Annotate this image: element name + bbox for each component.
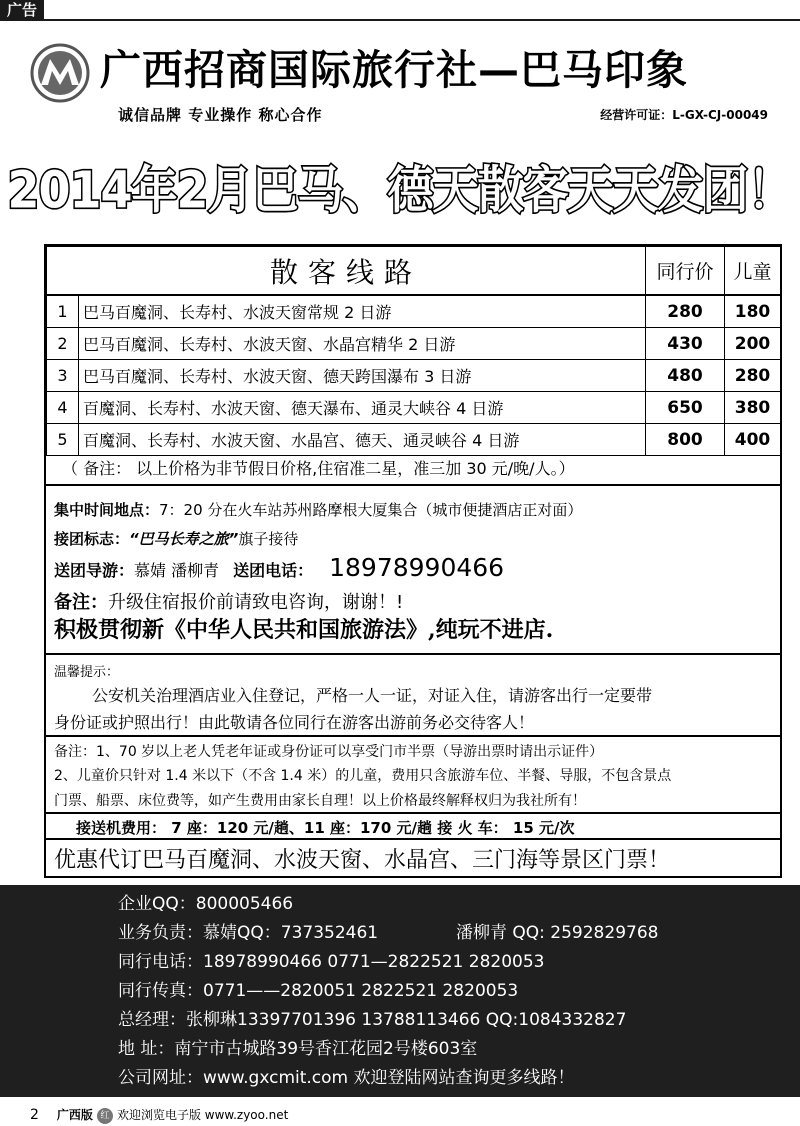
route-child-price: 280 xyxy=(725,360,781,392)
sign-label: 接团标志： xyxy=(54,530,130,548)
company-logo-icon xyxy=(30,43,90,103)
footer-business-2: 潘柳青 QQ: 2592829768 xyxy=(456,923,659,943)
remark-line-1: 备注：1、70 岁以上老人凭老年证或身份证可以享受门市半票（导游出票时请出示证件） xyxy=(54,744,604,760)
routes-header-title: 散客线路 xyxy=(47,247,646,296)
meeting-label: 集中时间地点： xyxy=(54,501,160,519)
sign-info xyxy=(54,528,298,549)
contact-footer xyxy=(0,885,800,1097)
footer-manager: 总经理：张柳琳13397701396 13788113466 QQ:1084332827 xyxy=(118,1010,627,1030)
route-number: 1 xyxy=(47,295,79,328)
sign-name: “巴马长寿之旅” xyxy=(129,530,239,548)
magazine-logo-icon: 红 xyxy=(97,1108,113,1124)
table-row xyxy=(47,360,781,392)
routes-header-row xyxy=(47,247,781,296)
price-note: （ 备注： 以上价格为非节假日价格,住宿准二星，准三加 30 元/晚/人。） xyxy=(62,459,575,478)
remark-line-3: 门票、船票、床位费等，如产生费用由家长自理！以上价格最终解释权归为我社所有！ xyxy=(54,793,586,809)
footer-tel: 同行电话：18978990466 0771—2822521 2820053 xyxy=(118,952,545,972)
tips-line-2: 身份证或护照出行！由此敬请各位同行在游客出游前务必交待客人！ xyxy=(54,713,535,732)
footer-fax: 同行传真：0771——2820051 2822521 2820053 xyxy=(118,981,519,1001)
tips-line-1: 公安机关治理酒店业入住登记，严格一人一证，对证入住，请游客出行一定要带 xyxy=(92,686,653,705)
route-name: 百魔洞、长寿村、水波天窗、德天瀑布、通灵大峡谷 4 日游 xyxy=(79,392,646,424)
guide-phone-label: 送团电话： xyxy=(233,561,314,580)
top-rule xyxy=(0,19,800,21)
divider xyxy=(46,838,780,840)
routes-table xyxy=(46,246,781,456)
guide-names: 慕婧 潘柳青 xyxy=(134,561,220,580)
divider xyxy=(46,812,780,814)
upgrade-note-label: 备注： xyxy=(54,592,108,613)
tips-label: 温馨提示： xyxy=(54,665,120,680)
table-row xyxy=(47,424,781,456)
route-price: 430 xyxy=(646,328,725,360)
bottom-slogan: 优惠代订巴马百魔洞、水波天窗、水晶宫、三门海等景区门票！ xyxy=(54,848,671,873)
company-name: 广西招商国际旅行社—巴马印象 xyxy=(100,46,688,94)
remark-line-2: 2、儿童价只针对 1.4 米以下（不含 1.4 米）的儿童，费用只含旅游车位、半餐、导服，不包含景点 xyxy=(54,768,672,784)
footer-business: 业务负责：慕婧QQ：737352461 xyxy=(118,923,379,943)
footer-address: 地 址：南宁市古城路39号香江花园2号楼603室 xyxy=(118,1039,478,1059)
footer-qq: 企业QQ：800005466 xyxy=(118,894,294,914)
route-price: 280 xyxy=(646,295,725,328)
route-name: 巴马百魔洞、长寿村、水波天窗常规 2 日游 xyxy=(79,295,646,328)
route-name: 巴马百魔洞、长寿村、水波天窗、德天跨国瀑布 3 日游 xyxy=(79,360,646,392)
route-name: 巴马百魔洞、长寿村、水波天窗、水晶宫精华 2 日游 xyxy=(79,328,646,360)
route-number: 5 xyxy=(47,424,79,456)
divider xyxy=(46,735,780,737)
table-row xyxy=(47,392,781,424)
meeting-info xyxy=(54,499,582,520)
transfer-fees: 接送机费用： 7 座：120 元/趟、11 座：170 元/趟 接 火 车： 15 元/次 xyxy=(76,819,575,837)
route-child-price: 200 xyxy=(725,328,781,360)
route-price: 650 xyxy=(646,392,725,424)
route-number: 4 xyxy=(47,392,79,424)
route-child-price: 180 xyxy=(725,295,781,328)
guide-label: 送团导游： xyxy=(54,561,135,580)
guide-phone: 18978990466 xyxy=(329,553,505,582)
page-number: 2 xyxy=(30,1107,39,1123)
child-price-header: 儿童 xyxy=(725,247,781,296)
route-child-price: 400 xyxy=(725,424,781,456)
route-number: 2 xyxy=(47,328,79,360)
upgrade-note-text: 升级住宿报价前请致电咨询，谢谢！! xyxy=(108,592,404,613)
headline: 2014年2月巴马、德天散客天天发团！ xyxy=(7,160,793,220)
route-child-price: 380 xyxy=(725,392,781,424)
ad-tag: 广告 xyxy=(0,0,44,20)
route-price: 800 xyxy=(646,424,725,456)
table-row xyxy=(47,328,781,360)
route-number: 3 xyxy=(47,360,79,392)
divider xyxy=(46,653,780,655)
table-row xyxy=(47,295,781,328)
slogan: 诚信品牌 专业操作 称心合作 xyxy=(118,106,323,124)
license-number: 经营许可证：L-GX-CJ-00049 xyxy=(600,108,768,122)
guide-info xyxy=(54,553,504,586)
page-footer-text: 欢迎浏览电子版 www.zyoo.net xyxy=(116,1108,289,1122)
route-price: 480 xyxy=(646,360,725,392)
law-line: 积极贯彻新《中华人民共和国旅游法》,纯玩不进店. xyxy=(54,617,554,643)
upgrade-note xyxy=(54,588,403,614)
divider xyxy=(46,484,780,486)
edition-label: 广西版 xyxy=(56,1108,93,1122)
meeting-text: 7：20 分在火车站苏州路摩根大厦集合（城市便捷酒店正对面） xyxy=(159,501,583,519)
footer-website: 公司网址：www.gxcmit.com 欢迎登陆网站查询更多线路！ xyxy=(118,1068,575,1088)
sign-text: 旗子接待 xyxy=(238,530,299,548)
route-name: 百魔洞、长寿村、水波天窗、水晶宫、德天、通灵峡谷 4 日游 xyxy=(79,424,646,456)
price-header: 同行价 xyxy=(646,247,725,296)
page-footer xyxy=(30,1106,288,1124)
